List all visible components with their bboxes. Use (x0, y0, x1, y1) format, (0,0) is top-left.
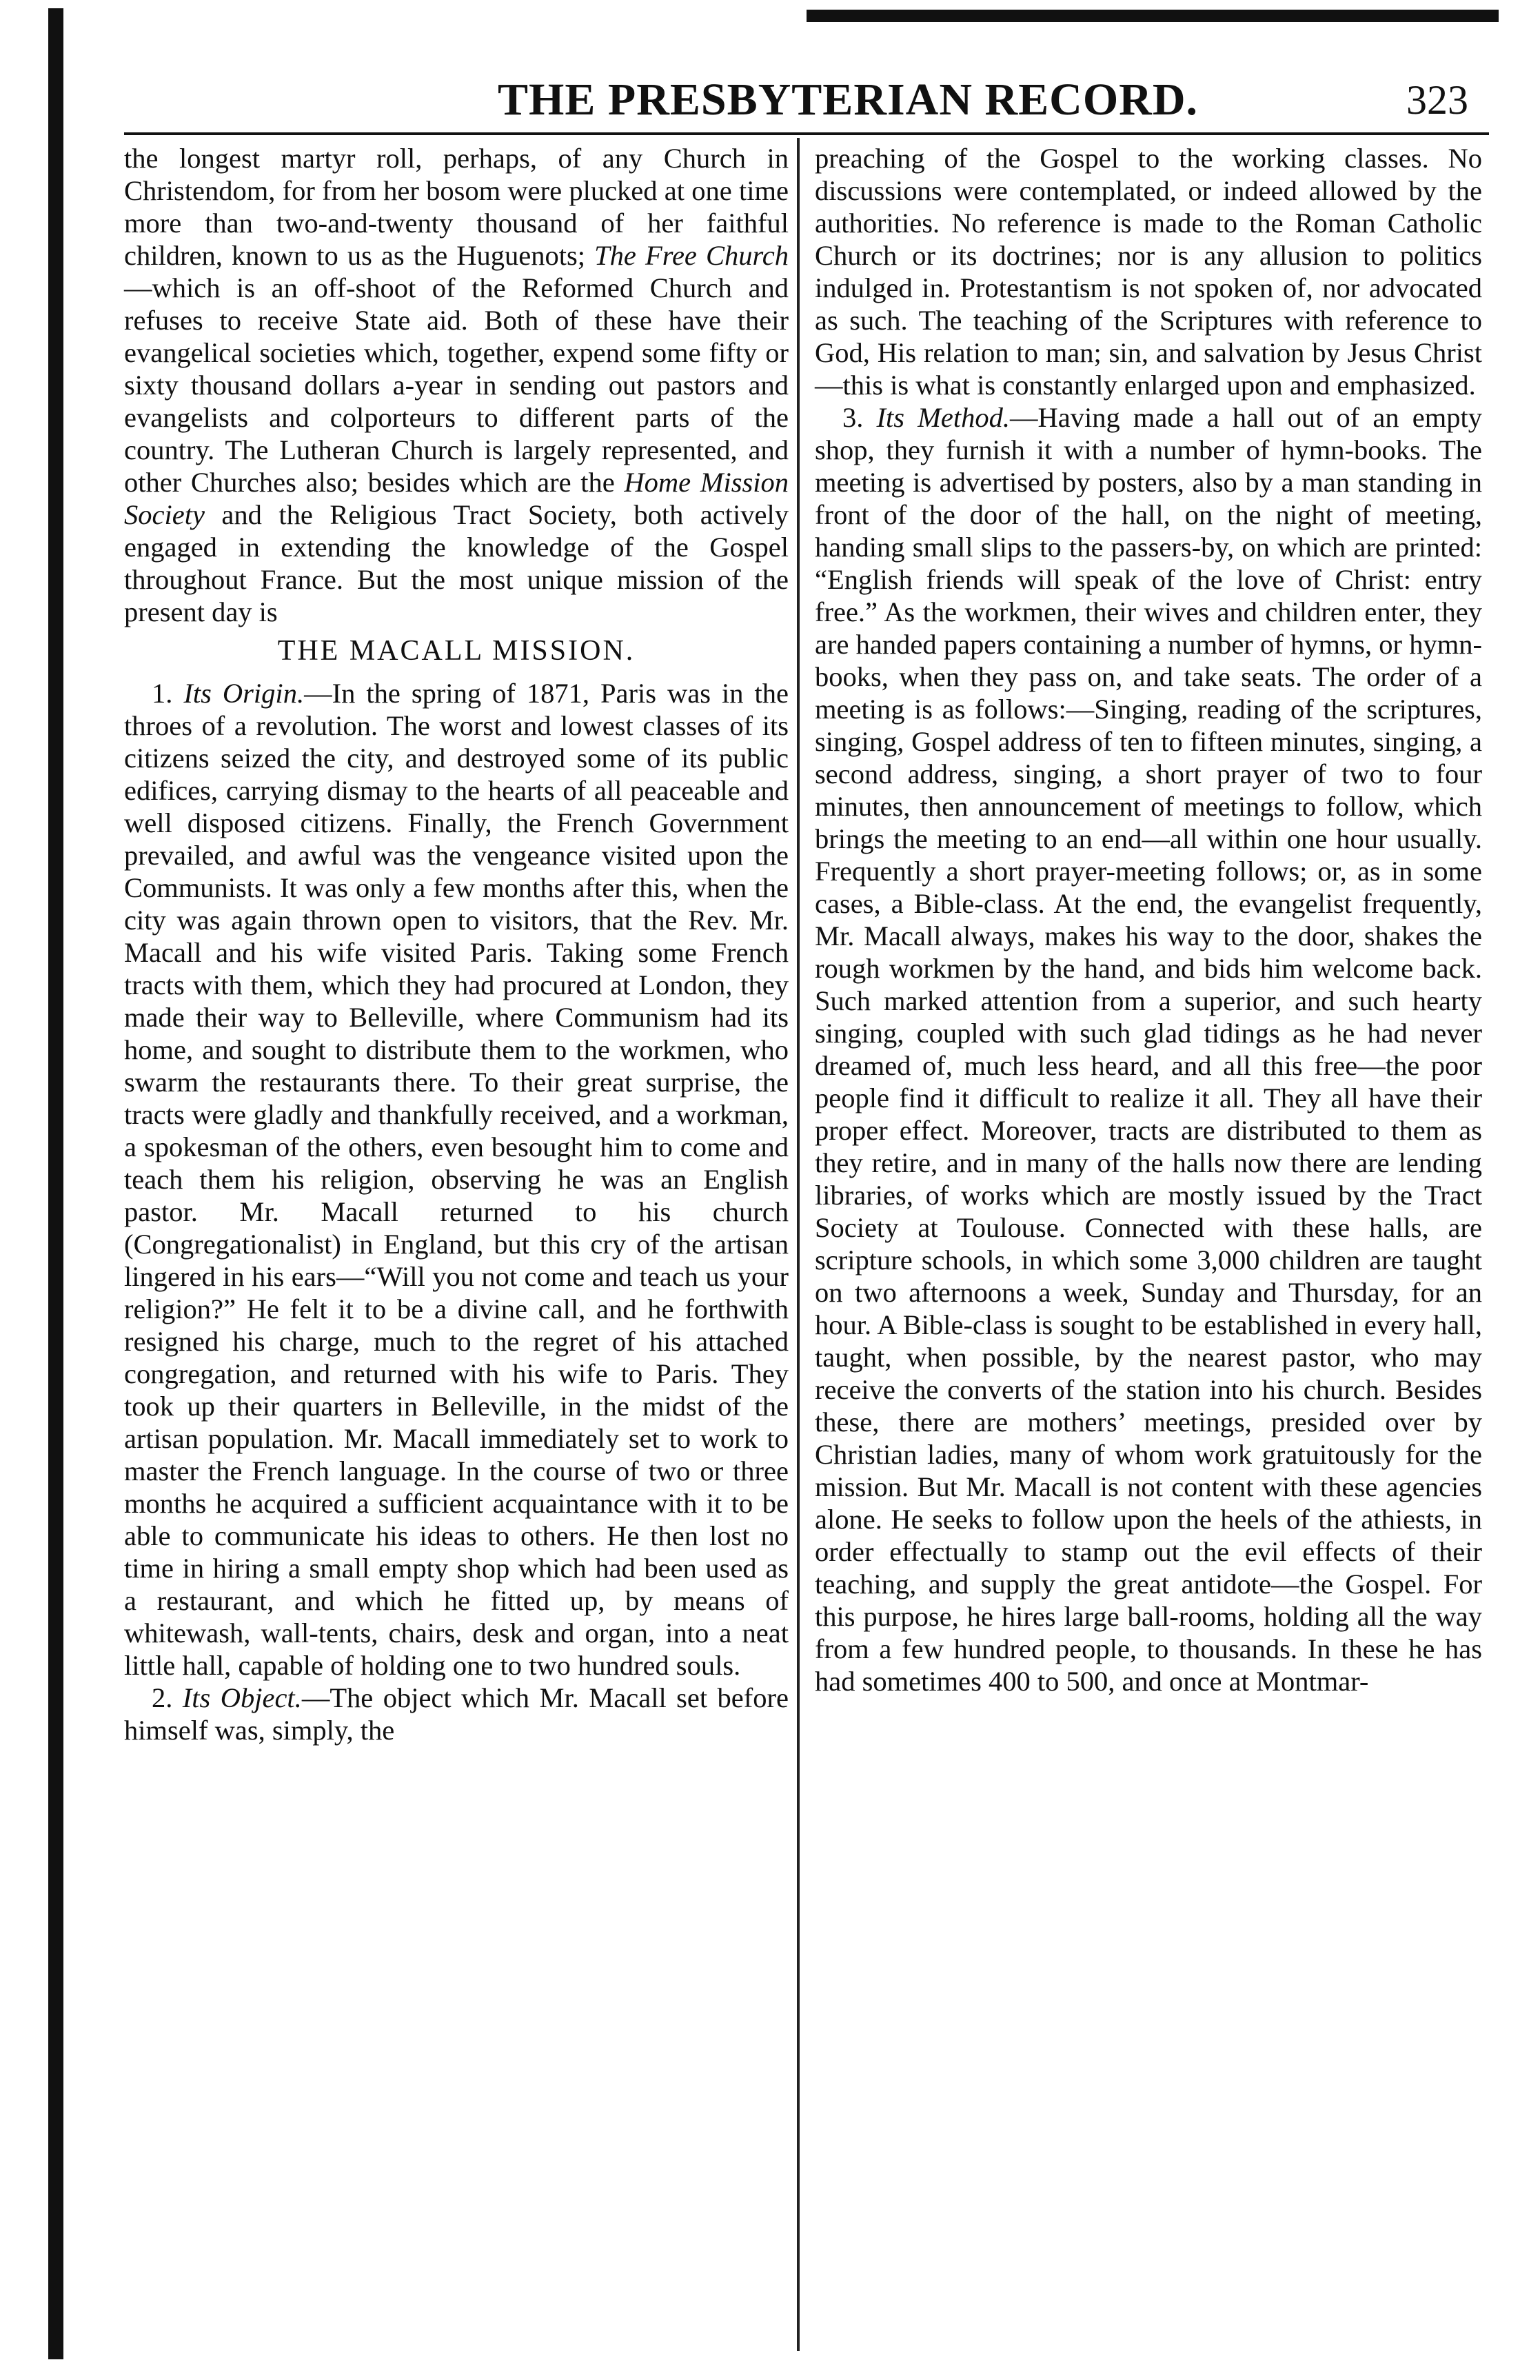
method-paragraph (815, 401, 1482, 1697)
text-run: the longest martyr roll, perhaps, of any Church in Christendom, for from her bosom were plucked at one time more than two-and-twenty thousand of her faithful children, known to us as the Huguenots; (124, 143, 789, 271)
page-header (124, 69, 1489, 131)
section-number: 2. (152, 1682, 183, 1713)
home-mission-italic: Home Mission Society (124, 467, 789, 530)
text-run: —which is an off-shoot of the Reformed Church and refuses to receive State aid. Both of these have their evangelical societies which, together, expend some fifty or sixty thousand dollars a-year in sending out pastors and evangelists and colporteurs to different parts of the country. The Lutheran Church is largely represented, and other Churches also; besides which are the (124, 272, 789, 498)
header-rule (124, 132, 1489, 135)
section-number: 1. (152, 678, 184, 709)
mission-heading: THE MACALL MISSION. (277, 635, 636, 667)
left-column (124, 142, 789, 1746)
column-divider (797, 138, 800, 2351)
text-run: —The object which Mr. Macall set before himself was, simply, the (124, 1682, 789, 1746)
binding-edge-bar (48, 8, 63, 2359)
huguenots-paragraph (124, 142, 789, 628)
origin-label: Its Origin. (183, 678, 305, 709)
right-column (815, 142, 1482, 1697)
object-paragraph (124, 1682, 789, 1746)
top-border-rule (807, 10, 1499, 22)
section-number: 3. (842, 402, 877, 433)
object-label: Its Object. (182, 1682, 302, 1713)
origin-paragraph (124, 677, 789, 1682)
publication-title: THE PRESBYTERIAN RECORD. (498, 74, 1198, 125)
free-church-italic: The Free Church (594, 240, 789, 271)
text-run: —Having made a hall out of an empty shop, they furnish it with a number of hymn-books. The meeting is advertised by posters, also by a man standing in front of the door of the hall, on the night of meeting, handing small slips to the passers-by, on which are printed: “English friends will speak of the love of Christ: entry free.” As the workmen, their wives and children enter, they are handed papers containing a number of hymns, or hymn-books, when they pass on, and take seats. The order of a meeting is as follows:—Singing, reading of the scriptures, singing, Gospel address of ten to fifteen minutes, singing, a second address, singing, a short prayer of two to four minutes, then announcement of meetings to follow, which brings the meeting to an end—all within one hour usually. Frequently a short prayer-meeting follows; or, as in some cases, a Bible-class. At the end, the evangelist frequently, Mr. Macall always, makes his way to the door, shakes the rough workmen by the hand, and bids him welcome back. Such marked attention from a superior, and such hearty singing, coupled with such glad tidings as he had never dreamed of, much less heard, and all this free—the poor people find it difficult to realize it all. They all have their proper effect. Moreover, tracts are distributed to them as they retire, and in many of the halls now there are lending libraries, of works which are mostly issued by the Tract Society at Toulouse. Connected with these halls, are scripture schools, in which some 3,000 children are taught on two afternoons a week, Sunday and Thursday, for an hour. A Bible-class is sought to be established in every hall, taught, when possible, by the nearest pastor, who may receive the converts of the station into his church. Besides these, there are mothers’ meetings, presided over by Christian ladies, many of whom work gratuitously for the mission. But Mr. Macall is not content with these agencies alone. He seeks to follow upon the heels of the athiests, in order effectually to stamp out the evil effects of their teaching, and supply the great antidote—the Gospel. For this purpose, he hires large ball-rooms, holding all the way from a few hundred people, to thousands. In these he has had sometimes 400 to 500, and once at Montmar- (815, 402, 1483, 1697)
text-run: and the Religious Tract Society, both actively engaged in extending the knowledge of the Gospel throughout France. But the most unique mission of the present day is (124, 499, 789, 627)
method-label: Its Method. (876, 402, 1010, 433)
text-run: —In the spring of 1871, Paris was in the throes of a revolution. The worst and lowest classes of its citizens seized the city, and destroyed some of its public edifices, carrying dismay to the hearts of all peaceable and well disposed citizens. Finally, the French Government prevailed, and awful was the vengeance visited upon the Communists. It was only a few months after this, when the city was again thrown open to visitors, that the Rev. Mr. Macall and his wife visited Paris. Taking some French tracts with them, which they had procured at London, they made their way to Belleville, where Communism had its home, and sought to distribute them to the workmen, who swarm the restaurants there. To their great surprise, the tracts were gladly and thankfully received, and a workman, a spokesman of the others, even besought him to come and teach them his religion, observing he was an English pastor. Mr. Macall returned to his church (Congregationalist) in England, but this cry of the artisan lingered in his ears—“Will you not come and teach us your religion?” He felt it to be a divine call, and he forthwith resigned his charge, much to the regret of his attached congregation, and returned with his wife to Paris. They took up their quarters in Belleville, in the midst of the artisan population. Mr. Macall immediately set to work to master the French language. In the course of two or three months he acquired a sufficient acquaintance with it to be able to communicate his ideas to others. He then lost no time in hiring a small empty shop which had been used as a restaurant, and which he fitted up, by means of whitewash, wall-tents, chairs, desk and organ, into a neat little hall, capable of holding one to two hundred souls. (124, 678, 789, 1681)
page-number: 323 (1406, 77, 1468, 123)
object-continued-paragraph: preaching of the Gospel to the working classes. No discussions were contemplated, or indeed allowed by the authorities. No reference is made to the Roman Catholic Church or its doctrines; nor is any allusion to politics indulged in. Protestantism is not spoken of, nor advocated as such. The teaching of the Scriptures with reference to God, His relation to man; sin, and salvation by Jesus Christ—this is what is constantly enlarged upon and emphasized. (815, 143, 1482, 401)
